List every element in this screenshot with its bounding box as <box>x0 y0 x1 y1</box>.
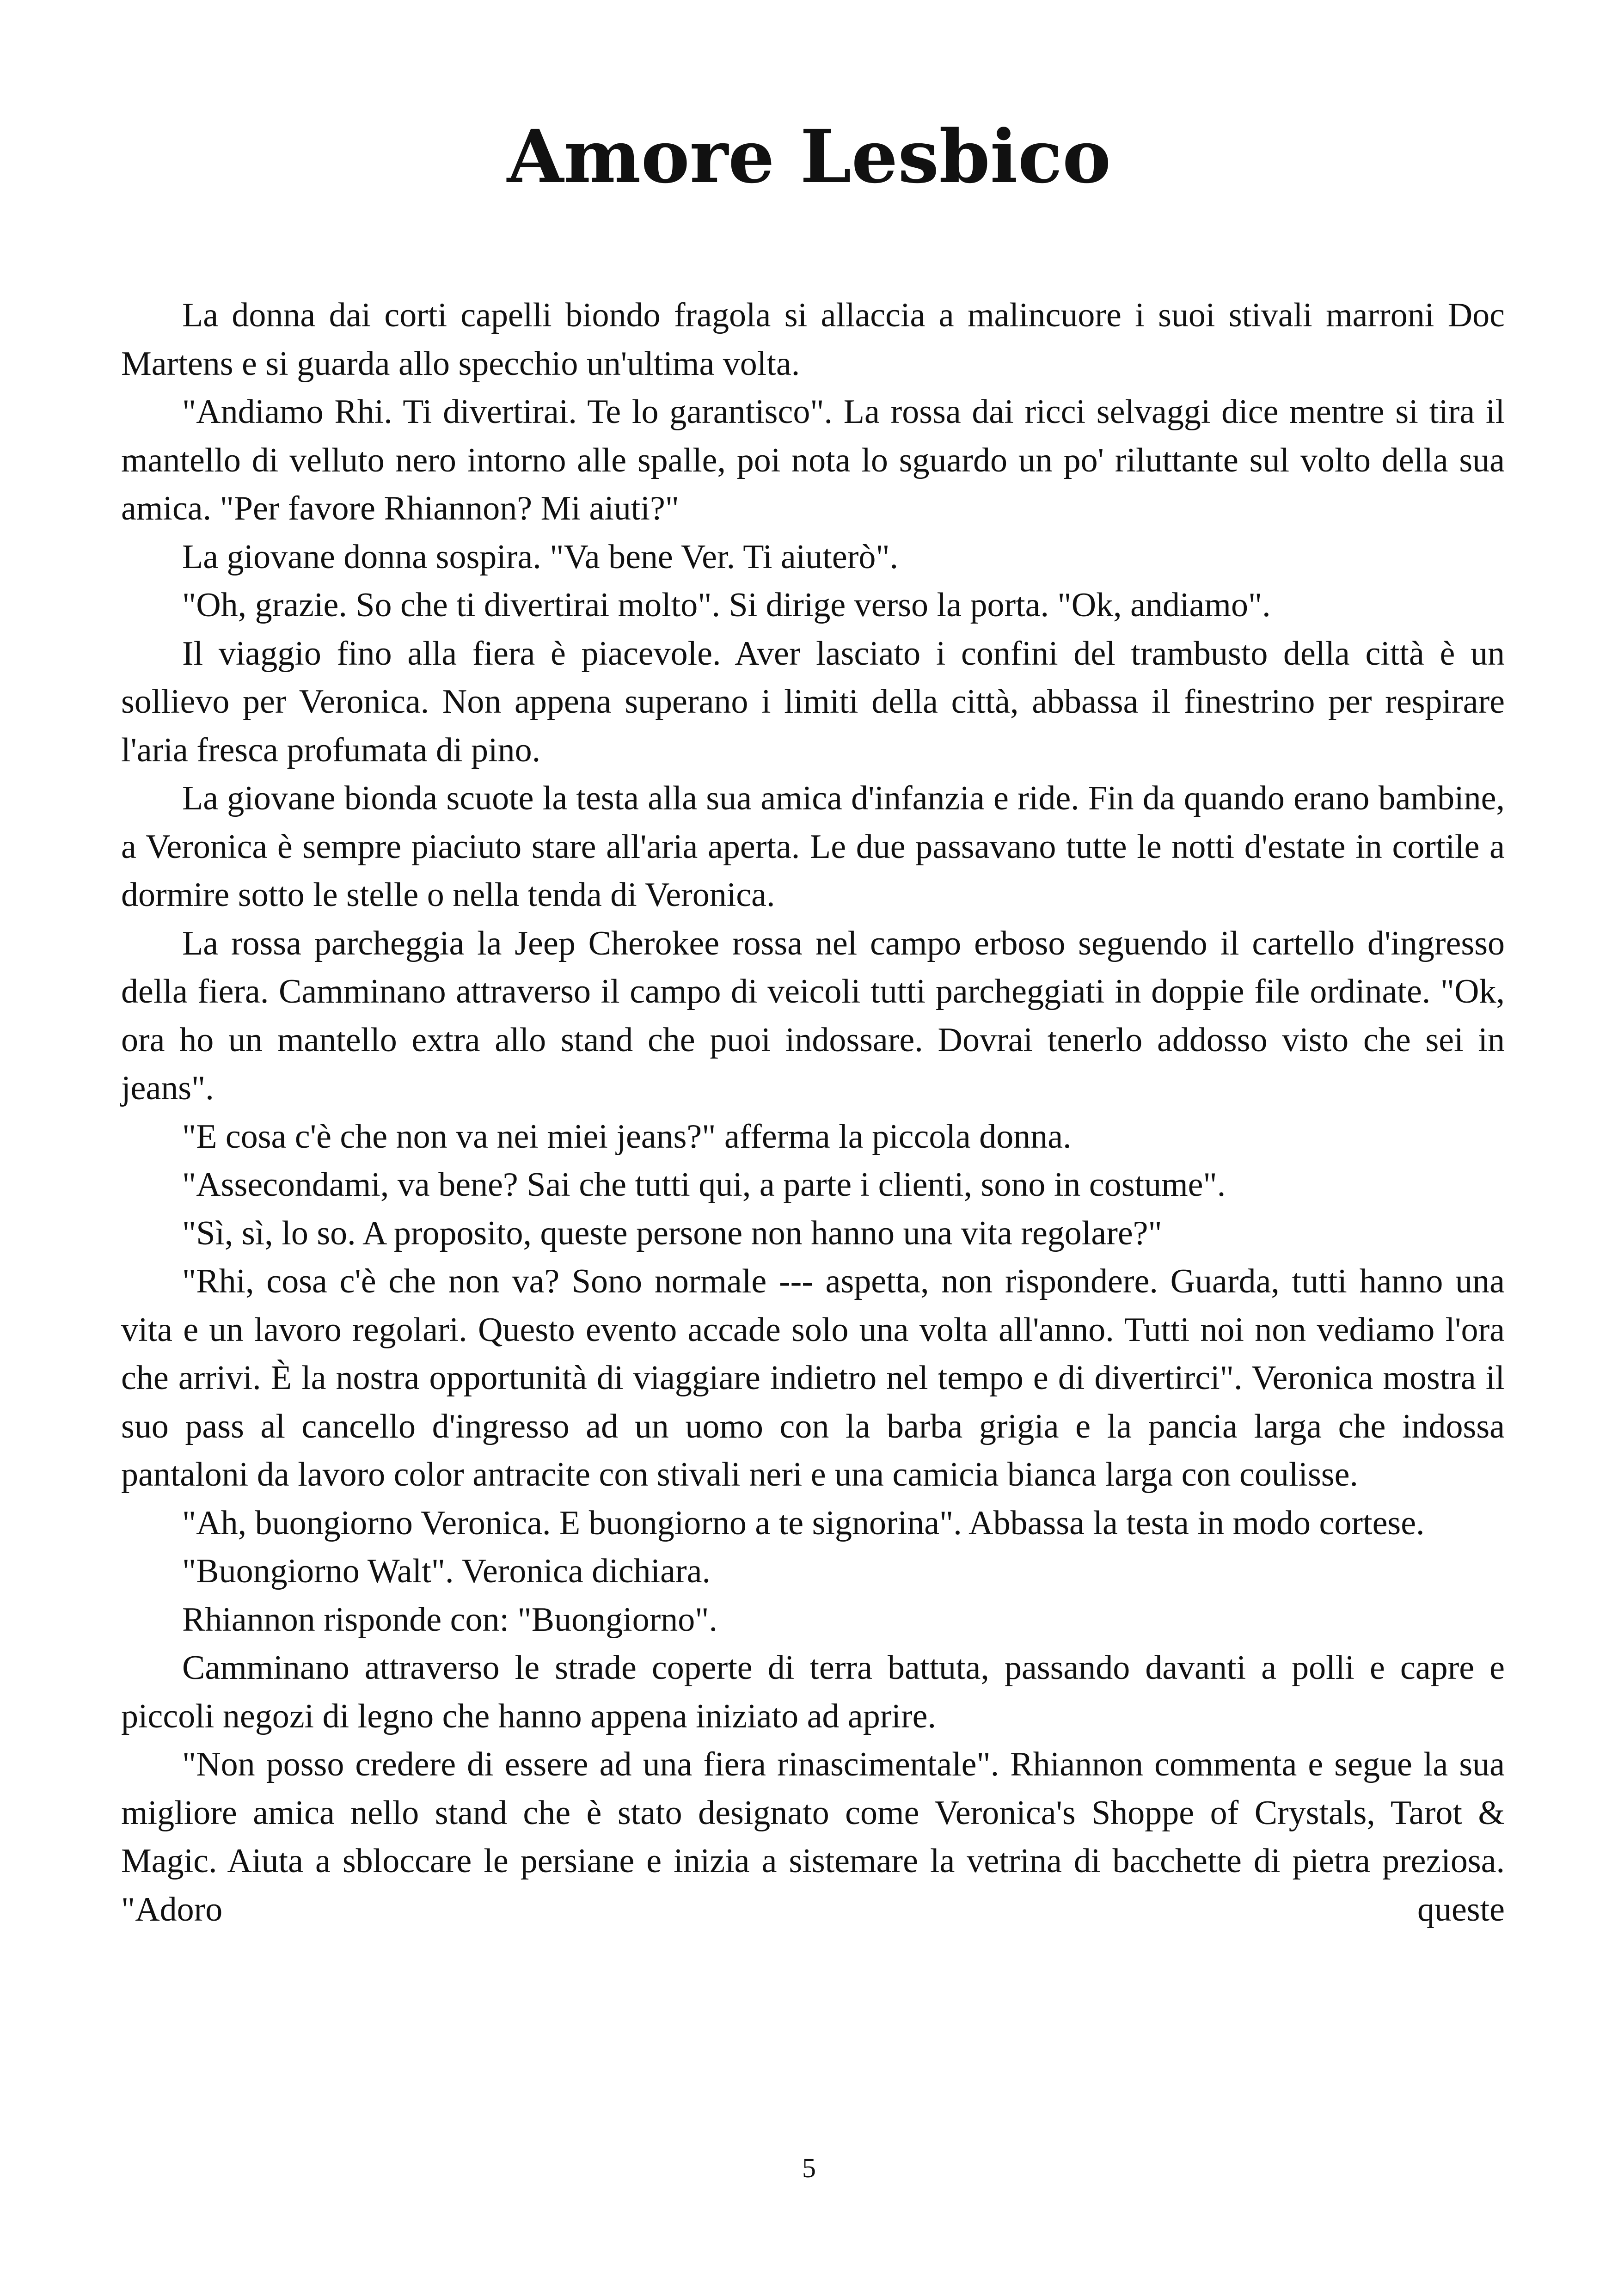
paragraph: Rhiannon risponde con: "Buongiorno". <box>182 1600 717 1639</box>
paragraph: La rossa parcheggia la Jeep Cherokee rossa nel campo erboso seguendo il cartello d'ingresso della fiera. Camminano attraverso il campo di veicoli tutti parcheggiati in doppie file ordinate. "Ok, ora ho un mantello extra allo stand che puoi indossare. Dovrai tenerlo addosso visto che sei in jeans". <box>121 924 1505 1107</box>
paragraph: La giovane bionda scuote la testa alla sua amica d'infanzia e ride. Fin da quando erano bambine, a Veronica è sempre piaciuto stare all'aria aperta. Le due passavano tutte le notti d'estate in cortile a dormire sotto le stelle o nella tenda di Veronica. <box>121 779 1505 914</box>
paragraph: "Non posso credere di essere ad una fiera rinascimentale". Rhiannon commenta e segue la sua migliore amica nello stand che è stato designato come Veronica's Shoppe of Crystals, Tarot & Magic. Aiuta a sbloccare le persiane e inizia a sistemare la vetrina di bacchette di pietra preziosa. "Adoro queste <box>121 1745 1505 1929</box>
paragraph: La giovane donna sospira. "Va bene Ver. Ti aiuterò". <box>182 538 899 576</box>
paragraph: "Andiamo Rhi. Ti divertirai. Te lo garantisco". La rossa dai ricci selvaggi dice mentre si tira il mantello di velluto nero intorno alle spalle, poi nota lo sguardo un po' riluttante sul volto della sua amica. "Per favore Rhiannon? Mi aiuti?" <box>121 393 1505 527</box>
body-text <box>121 291 1505 1934</box>
paragraph: "Oh, grazie. So che ti divertirai molto". Si dirige verso la porta. "Ok, andiamo". <box>182 586 1271 624</box>
paragraph: Camminano attraverso le strade coperte di terra battuta, passando davanti a polli e capre e piccoli negozi di legno che hanno appena iniziato ad aprire. <box>121 1649 1505 1735</box>
paragraph: "Ah, buongiorno Veronica. E buongiorno a te signorina". Abbassa la testa in modo cortese. <box>182 1504 1425 1542</box>
paragraph: Il viaggio fino alla fiera è piacevole. Aver lasciato i confini del trambusto della città è un sollievo per Veronica. Non appena superano i limiti della città, abbassa il finestrino per respirare l'aria fresca profumata di pino. <box>121 634 1505 769</box>
paragraph: "Assecondami, va bene? Sai che tutti qui, a parte i clienti, sono in costume". <box>182 1166 1226 1204</box>
paragraph: La donna dai corti capelli biondo fragola si allaccia a malincuore i suoi stivali marroni Doc Martens e si guarda allo specchio un'ultima volta. <box>121 296 1505 383</box>
paragraph: "E cosa c'è che non va nei miei jeans?" afferma la piccola donna. <box>182 1117 1072 1156</box>
page-number: 5 <box>802 2153 816 2183</box>
paragraph: "Rhi, cosa c'è che non va? Sono normale --- aspetta, non rispondere. Guarda, tutti hanno una vita e un lavoro regolari. Questo evento accade solo una volta all'anno. Tutti noi non vediamo l'ora che arrivi. È la nostra opportunità di viaggiare indietro nel tempo e di divertirci". Veronica mostra il suo pass al cancello d'ingresso ad un uomo con la barba grigia e la pancia larga che indossa pantaloni da lavoro color antracite con stivali neri e una camicia bianca larga con coulisse. <box>121 1262 1505 1494</box>
chapter-title: Amore Lesbico <box>507 114 1111 200</box>
paragraph: "Buongiorno Walt". Veronica dichiara. <box>182 1552 711 1590</box>
paragraph: "Sì, sì, lo so. A proposito, queste persone non hanno una vita regolare?" <box>182 1214 1162 1252</box>
